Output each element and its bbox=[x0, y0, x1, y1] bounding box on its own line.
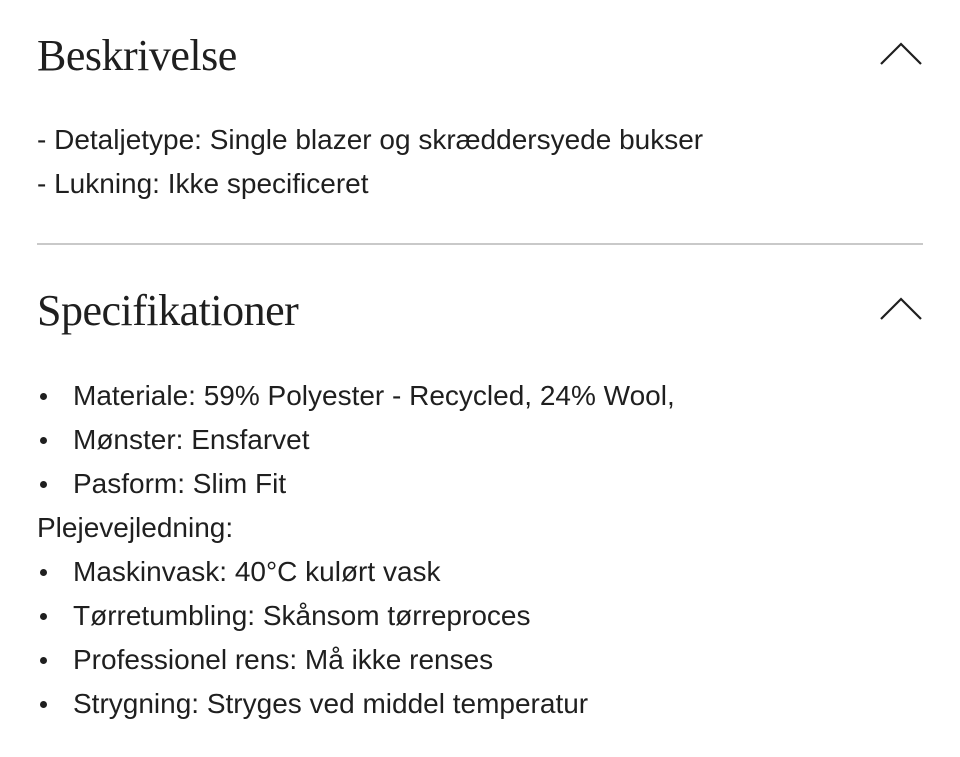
chevron-up-icon bbox=[879, 40, 923, 70]
description-body bbox=[37, 118, 923, 206]
bullet-icon bbox=[40, 657, 47, 664]
list-item-label: Tørretumbling: Skånsom tørreproces bbox=[73, 600, 531, 631]
chevron-up-icon bbox=[879, 295, 923, 325]
bullet-icon bbox=[40, 569, 47, 576]
bullet-icon bbox=[40, 701, 47, 708]
list-item-dry-clean bbox=[37, 638, 923, 682]
bullet-icon bbox=[40, 393, 47, 400]
specifications-collapse-button[interactable] bbox=[879, 295, 923, 325]
section-divider bbox=[37, 243, 923, 245]
specifications-body bbox=[37, 374, 923, 726]
list-item-label: Strygning: Stryges ved middel temperatur bbox=[73, 688, 589, 719]
list-item-fit bbox=[37, 462, 923, 506]
list-item-label: Professionel rens: Må ikke renses bbox=[73, 644, 494, 675]
list-item-material bbox=[37, 374, 923, 418]
list-item-label: Mønster: Ensfarvet bbox=[73, 424, 310, 455]
description-collapse-button[interactable] bbox=[879, 40, 923, 70]
specifications-header[interactable] bbox=[37, 281, 923, 341]
description-title: Beskrivelse bbox=[37, 31, 237, 80]
list-item-label: Maskinvask: 40°C kulørt vask bbox=[73, 556, 441, 587]
list-item-tumble-dry bbox=[37, 594, 923, 638]
list-item-machine-wash bbox=[37, 550, 923, 594]
specifications-section bbox=[37, 281, 923, 726]
bullet-icon bbox=[40, 437, 47, 444]
bullet-icon bbox=[40, 481, 47, 488]
description-line-closure: - Lukning: Ikke specificeret bbox=[37, 168, 369, 199]
description-section bbox=[37, 26, 923, 206]
specifications-title: Specifikationer bbox=[37, 286, 299, 335]
description-line-detail-type: - Detaljetype: Single blazer og skræddersyede bukser bbox=[37, 124, 704, 155]
care-heading: Plejevejledning: bbox=[37, 512, 234, 543]
bullet-icon bbox=[40, 613, 47, 620]
list-item-label: Materiale: 59% Polyester - Recycled, 24% Wool, bbox=[73, 380, 675, 411]
list-item-ironing bbox=[37, 682, 923, 726]
list-item-label: Pasform: Slim Fit bbox=[73, 468, 287, 499]
list-item-pattern bbox=[37, 418, 923, 462]
description-header[interactable] bbox=[37, 26, 923, 86]
